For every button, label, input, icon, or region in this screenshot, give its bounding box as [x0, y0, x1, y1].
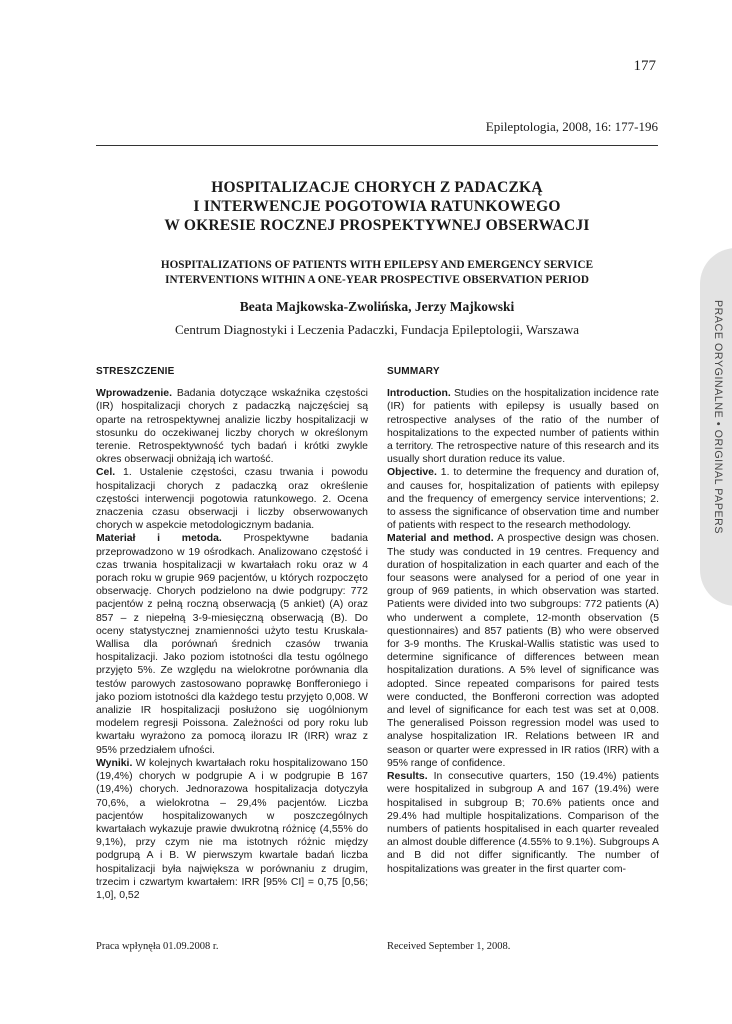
header-divider: [96, 145, 658, 146]
abstract-paragraph: [387, 387, 659, 466]
abstract-paragraph: [96, 532, 368, 756]
paragraph-lead: Objective.: [387, 467, 437, 479]
title-polish-line: I INTERWENCJE POGOTOWIA RATUNKOWEGO: [193, 198, 561, 215]
received-date-english: Received September 1, 2008.: [387, 941, 511, 952]
title-polish-line: W OKRESIE ROCZNEJ PROSPEKTYWNEJ OBSERWACJI: [164, 217, 590, 234]
paragraph-text: In consecutive quarters, 150 (19.4%) patients were hospitalized in subgroup A and 167 (19.4%) were hospitalised in subgroup B; 70.6% patients once and 29.4% had multiple hospitalizations. Comparison of the numbers of patients hospitalised in each quarter revealed an almost double difference (4.55% to 9.1%). Subgroups A and B did not differ significantly. The number of hospitalizations was greater in the first quarter com-: [387, 771, 659, 875]
paragraph-text: Prospektywne badania przeprowadzono w 19 ośrodkach. Analizowano częstość i czas trwania hospitalizacji w kwartałach roku oraz w 4 porach roku w grupie 969 pacjentów, u których rozpoczęto obserwację. Chorych podzielono na dwie podgrupy: 772 pacjentów z pełną roczną obserwacją (5 ankiet) (A) oraz 857 – z niepełną 3-9-miesięczną obserwacją (B). Do oceny statystycznej znamienności użyto testu Kruskala-Wallisa dla porównań średnich czasów trwania hospitalizacji. Jako poziom istotności dla testu ogólnego przyjęto 5%. Ze względu na wielokrotne porównania dla testów parowych zastosowano poprawkę Bonfferoniego i jako poziom istotności dla każdego testu przyjęto 0,008. W analizie IR hospitalizacji posłużono się uogólnionym modelem regresji Poissona. Zależności od pory roku lub kwartału wyrażono za pomocą ilorazu IR (IRR) wraz z 95% przedziałem ufności.: [96, 533, 368, 756]
journal-reference: Epileptologia, 2008, 16: 177-196: [485, 119, 658, 134]
abstract-english-heading: SUMMARY: [387, 366, 440, 377]
abstract-paragraph: [387, 770, 659, 876]
abstract-paragraph: [387, 532, 659, 770]
title-polish: [96, 178, 658, 235]
paragraph-text: 1. Ustalenie częstości, czasu trwania i powodu hospitalizacji chorych z padaczką oraz określenie częstości interwencji pogotowia ratunkowego. 2. Ocena znaczenia czasu obserwacji i liczby obserwowanych chorych w aspekcie metodologicznym badania.: [96, 467, 368, 532]
paragraph-lead: Introduction.: [387, 388, 451, 400]
abstract-paragraph: [96, 387, 368, 466]
title-english-line: INTERVENTIONS WITHIN A ONE-YEAR PROSPECTIVE OBSERVATION PERIOD: [165, 274, 589, 286]
affiliation: Centrum Diagnostyki i Leczenia Padaczki, Fundacja Epileptologii, Warszawa: [174, 322, 580, 337]
abstract-paragraph: [387, 466, 659, 532]
paragraph-text: 1. to determine the frequency and duration of, and causes for, hospitalization of patients with epilepsy and the frequency of emergency service interventions; 2. to assess the significance of observation time and number of patients with respect to the research methodology.: [387, 467, 659, 532]
paragraph-lead: Materiał i metoda.: [96, 533, 222, 545]
abstract-polish-heading: STRESZCZENIE: [96, 366, 175, 377]
title-english: [96, 258, 658, 288]
paragraph-text: Studies on the hospitalization incidence rate (IR) for patients with epilepsy is usually based on retrospective analyses of the ratio of the number of hospitalizations to the expected number of patients within a territory. The retrospective nature of this research and its usually short duration reduce its value.: [387, 388, 659, 466]
title-english-line: HOSPITALIZATIONS OF PATIENTS WITH EPILEPSY AND EMERGENCY SERVICE: [160, 259, 594, 271]
paragraph-lead: Results.: [387, 771, 428, 783]
paragraph-text: Badania dotyczące wskaźnika częstości (IR) hospitalizacji chorych z padaczką najczęściej są oparte na retrospektywnej analizie liczby hospitalizacji w stosunku do oczekiwanej liczby chorych w określonym terenie. Retrospektywność tych badań i krótki zwykle okres obserwacji obniżają ich wartość.: [96, 388, 368, 466]
paragraph-lead: Wprowadzenie.: [96, 388, 172, 400]
abstract-polish: [96, 365, 368, 902]
paragraph-lead: Material and method.: [387, 533, 494, 545]
page-number: 177: [633, 58, 656, 74]
authors: Beata Majkowska-Zwolińska, Jerzy Majkowski: [239, 299, 515, 314]
title-polish-line: HOSPITALIZACJE CHORYCH Z PADACZKĄ: [211, 179, 543, 196]
paragraph-lead: Cel.: [96, 467, 116, 479]
paragraph-lead: Wyniki.: [96, 757, 133, 769]
abstract-paragraph: [96, 466, 368, 532]
abstract-english: [387, 365, 659, 876]
received-date-polish: Praca wpłynęła 01.09.2008 r.: [96, 941, 219, 952]
abstract-paragraph: [96, 757, 368, 902]
paragraph-text: W kolejnych kwartałach roku hospitalizowano 150 (19,4%) chorych w podgrupie A i w podgrupie B 167 (19,4%) chorych. Jednorazowa hospitalizacja dotyczyła 70,6%, a wielokrotna – 29,4% pacjentów. Liczba pacjentów hospitalizowanych w poszczególnych kwartałach wykazuje prawie dwukrotną różnicę (4,55% do 9,1%), przy czym nie ma istotnych różnic między podgrupą A i B. W pierwszym kwartale badań liczba hospitalizacji była największa w porównaniu z drugim, trzecim i czwartym kwartałem: IRR [95% CI] = 0,75 [0,56; 1,0], 0,52: [96, 757, 368, 901]
section-side-tab-label: PRACE ORYGINALNE • ORIGINAL PAPERS: [712, 300, 724, 535]
paragraph-text: A prospective design was chosen. The study was conducted in 19 centres. Frequency and duration of hospitalization in each quarter and each of the four seasons were analysed for a period of one year in group of 969 patients, in which observation was started. Patients were divided into two subgroups: 772 patients (A) who underwent a complete, 12-month observation (5 questionnaires) and 857 patients (B) who were observed for 3-9 months. The Kruskal-Wallis statistic was used to determine significance of differences between mean hospitalization durations. A 5% level of significance was adopted. Since repeated comparisons for paired tests were conducted, the Bonfferoni correction was adopted and level of significance for each test was set at 0,008. The generalised Poisson regression model was used to analyse hospitalization IR. Relations between IR and season or quarter were expressed in IR ratios (IRR) with a 95% range of confidence.: [387, 533, 660, 769]
